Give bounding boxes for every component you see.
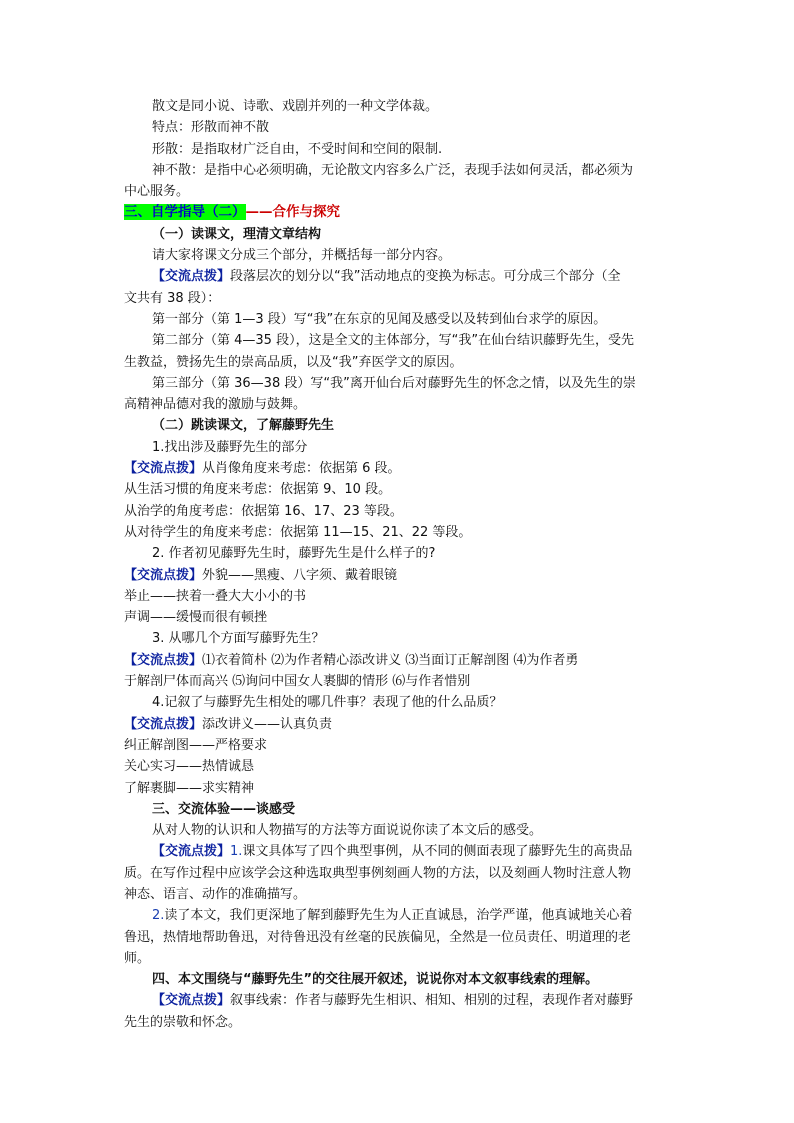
part-2-question-2: 2. 作者初见藤野先生时，藤野先生是什么样子的? xyxy=(152,546,436,562)
part-2-answer-1c: 从治学的角度考虑：依据第 16、17、23 等段。 xyxy=(124,503,403,519)
exchange-tag: 【交流点拨】 xyxy=(152,844,231,860)
part-2-answer-4c: 关心实习——热情诚恳 xyxy=(124,759,255,775)
section-2-heading xyxy=(124,202,664,223)
part-2-answer-2b: 举止——挟着一叠大大小小的书 xyxy=(124,588,307,604)
exchange-tag: 【交流点拨】 xyxy=(152,269,231,285)
section-4-answer-a: 【交流点拨】叙事线索：作者与藤野先生相识、相知、相别的过程，表现作者对藤野 xyxy=(152,993,634,1009)
exchange-tag: 【交流点拨】 xyxy=(124,461,203,477)
section-3-answer-1a: 【交流点拨】1.课文具体写了四个典型事例，从不同的侧面表现了藤野先生的高贵品 xyxy=(152,844,633,860)
part-2-answer-2c: 声调——缓慢而很有顿挫 xyxy=(124,610,268,626)
section-3-answer-1b: 质。在写作过程中应该学会这种选取典型事例刻画人物的方法，以及刻画人物时注意人物 xyxy=(124,865,632,881)
part-2-answer-1d: 从对待学生的角度来考虑：依据第 11—15、21、22 等段。 xyxy=(124,524,472,540)
part-2-answer-3a: 【交流点拨】⑴衣着简朴 ⑵为作者精心添改讲义 ⑶当面订正解剖图 ⑷为作者勇 xyxy=(124,652,579,668)
part-2-heading: （二）跳读课文，了解藤野先生 xyxy=(152,418,335,434)
list-number: 1. xyxy=(230,844,243,860)
part-1-first-section: 第一部分（第 1—3 段）写“我”在东京的见闻及感受以及转到仙台求学的原因。 xyxy=(152,311,607,327)
intro-line-4: 神不散：是指中心必须明确，无论散文内容多么广泛，表现手法如何灵活，都必须为 xyxy=(152,162,634,178)
section-3-answer-1c: 神态、语言、动作的准确描写。 xyxy=(124,886,307,902)
part-2-question-3: 3. 从哪几个方面写藤野先生？ xyxy=(152,631,325,647)
part-1-prompt: 请大家将课文分成三个部分，并概括每一部分内容。 xyxy=(152,248,452,264)
part-1-third-section-a: 第三部分（第 36—38 段）写“我”离开仙台后对藤野先生的怀念之情，以及先生的崇 xyxy=(152,375,636,391)
part-2-answer-2a: 【交流点拨】外貌——黑瘦、八字须、戴着眼镜 xyxy=(124,567,398,583)
list-number: 2. xyxy=(152,908,165,924)
intro-line-5: 中心服务。 xyxy=(124,184,190,200)
section-3-answer-2b: 鲁迅，热情地帮助鲁迅，对待鲁迅没有丝毫的民族偏见，全然是一位员责任、明道理的老 xyxy=(124,929,632,945)
part-1-answer-line-1: 【交流点拨】段落层次的划分以“我”活动地点的变换为标志。可分成三个部分（全 xyxy=(152,269,621,285)
part-1-third-section-b: 高精神品德对我的激励与鼓舞。 xyxy=(124,397,307,413)
section-2-highlight: 三、自学指导（二） xyxy=(124,204,246,221)
section-3-answer-2c: 师。 xyxy=(124,950,151,966)
part-1-second-section-b: 生教益，赞扬先生的崇高品质，以及“我”弃医学文的原因。 xyxy=(124,354,463,370)
part-2-question-4: 4.记叙了与藤野先生相处的哪几件事？表现了他的什么品质？ xyxy=(152,695,503,711)
part-2-answer-3b: 于解剖尸体而高兴 ⑸询问中国女人裹脚的情形 ⑹与作者惜别 xyxy=(124,674,471,690)
section-3-answer-2a: 2.读了本文，我们更深地了解到藤野先生为人正直诚恳，治学严谨，他真诚地关心着 xyxy=(152,908,633,924)
part-2-question-1: 1.找出涉及藤野先生的部分 xyxy=(152,439,308,455)
section-3-heading: 三、交流体验——谈感受 xyxy=(152,801,296,817)
section-4-answer-b: 先生的崇敬和怀念。 xyxy=(124,1014,242,1030)
part-1-heading: （一）读课文，理清文章结构 xyxy=(152,226,322,242)
part-2-answer-1a: 【交流点拨】从肖像角度来考虑：依据第 6 段。 xyxy=(124,461,401,477)
part-1-second-section-a: 第二部分（第 4—35 段），这是全文的主体部分，写“我”在仙台结识藤野先生，受先 xyxy=(152,333,635,349)
intro-line-3: 形散：是指取材广泛自由，不受时间和空间的限制. xyxy=(152,141,443,157)
exchange-tag: 【交流点拨】 xyxy=(124,716,203,732)
part-2-answer-4b: 纠正解剖图——严格要求 xyxy=(124,737,268,753)
document-page xyxy=(124,96,664,1033)
part-1-answer-line-2: 文共有 38 段）： xyxy=(124,290,221,306)
exchange-tag: 【交流点拨】 xyxy=(124,652,203,668)
section-3-prompt: 从对人物的认识和人物描写的方法等方面说说你读了本文后的感受。 xyxy=(152,823,543,839)
exchange-tag: 【交流点拨】 xyxy=(152,993,231,1009)
part-2-answer-4d: 了解裹脚——求实精神 xyxy=(124,780,255,796)
intro-line-1: 散文是同小说、诗歌、戏剧并列的一种文学体裁。 xyxy=(152,99,439,114)
exchange-tag: 【交流点拨】 xyxy=(124,567,203,583)
part-2-answer-1b: 从生活习惯的角度来考虑：依据第 9、10 段。 xyxy=(124,482,392,498)
intro-line-2: 特点：形散而神不散 xyxy=(152,120,270,136)
section-4-heading: 四、本文围绕与“藤野先生”的交往展开叙述，说说你对本文叙事线索的理解。 xyxy=(152,972,599,988)
part-2-answer-4a: 【交流点拨】添改讲义——认真负责 xyxy=(124,716,333,732)
section-2-subtitle: ——合作与探究 xyxy=(245,204,340,221)
